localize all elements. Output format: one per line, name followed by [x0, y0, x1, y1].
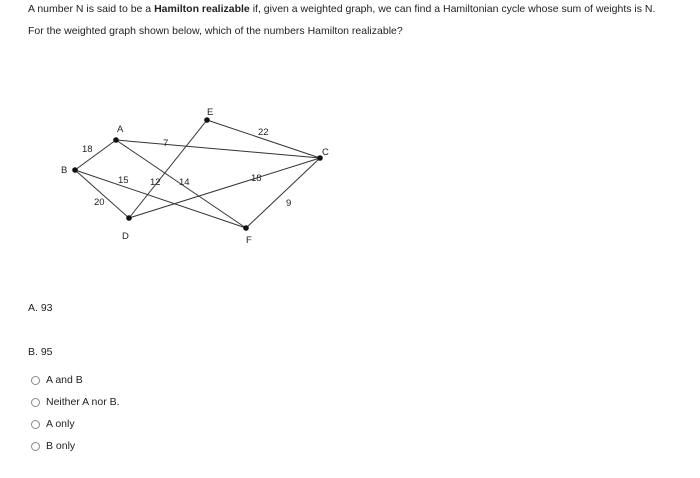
- weight-e-d: 12: [150, 177, 161, 188]
- option-b-only[interactable]: [31, 435, 120, 457]
- vertex-label-a: A: [117, 124, 124, 135]
- vertex-e: [204, 117, 210, 123]
- radio-button[interactable]: [31, 420, 40, 429]
- option-a-only[interactable]: [31, 413, 120, 435]
- weight-a-f: 15: [118, 175, 129, 186]
- edge-a-c: [116, 140, 320, 158]
- radio-button[interactable]: [31, 376, 40, 385]
- weight-b-a: 18: [82, 144, 93, 155]
- option-label: Neither A nor B.: [46, 396, 120, 408]
- weight-b-d: 20: [94, 197, 105, 208]
- statement-b: B. 95: [28, 346, 53, 358]
- weight-b-f: 14: [179, 177, 190, 188]
- option-a-and-b[interactable]: [31, 369, 120, 391]
- definition-text-pre: A number N is said to be a: [28, 3, 155, 15]
- option-label: A only: [46, 418, 75, 430]
- vertex-f: [243, 225, 249, 231]
- question-prompt: For the weighted graph shown below, which of the numbers Hamilton realizable?: [28, 25, 403, 37]
- definition-text-post: if, given a weighted graph, we can find a Hamiltonian cycle whose sum of weights is N.: [249, 3, 656, 15]
- vertex-a: [113, 137, 119, 143]
- option-label: B only: [46, 440, 76, 452]
- edge-e-c: [207, 120, 320, 158]
- edge-f-c: [246, 158, 320, 228]
- vertex-b: [72, 167, 78, 173]
- vertex-label-c: C: [322, 147, 329, 158]
- option-label: A and B: [46, 374, 83, 386]
- option-neither[interactable]: [31, 391, 120, 413]
- answer-options: [31, 369, 120, 457]
- vertex-label-f: F: [246, 235, 252, 246]
- weight-f-c: 9: [286, 198, 292, 209]
- edge-e-d: [129, 120, 207, 218]
- weight-a-c: 7: [163, 138, 169, 149]
- vertex-label-b: B: [61, 165, 68, 176]
- edge-d-c: [129, 158, 320, 218]
- vertex-label-e: E: [207, 107, 214, 118]
- vertex-label-d: D: [122, 231, 129, 242]
- statement-a: A. 93: [28, 302, 53, 314]
- vertex-d: [126, 215, 132, 221]
- weight-e-c: 22: [258, 127, 269, 138]
- radio-button[interactable]: [31, 442, 40, 451]
- weight-d-c: 18: [251, 173, 262, 184]
- definition-term: Hamilton realizable: [154, 3, 250, 15]
- radio-button[interactable]: [31, 398, 40, 407]
